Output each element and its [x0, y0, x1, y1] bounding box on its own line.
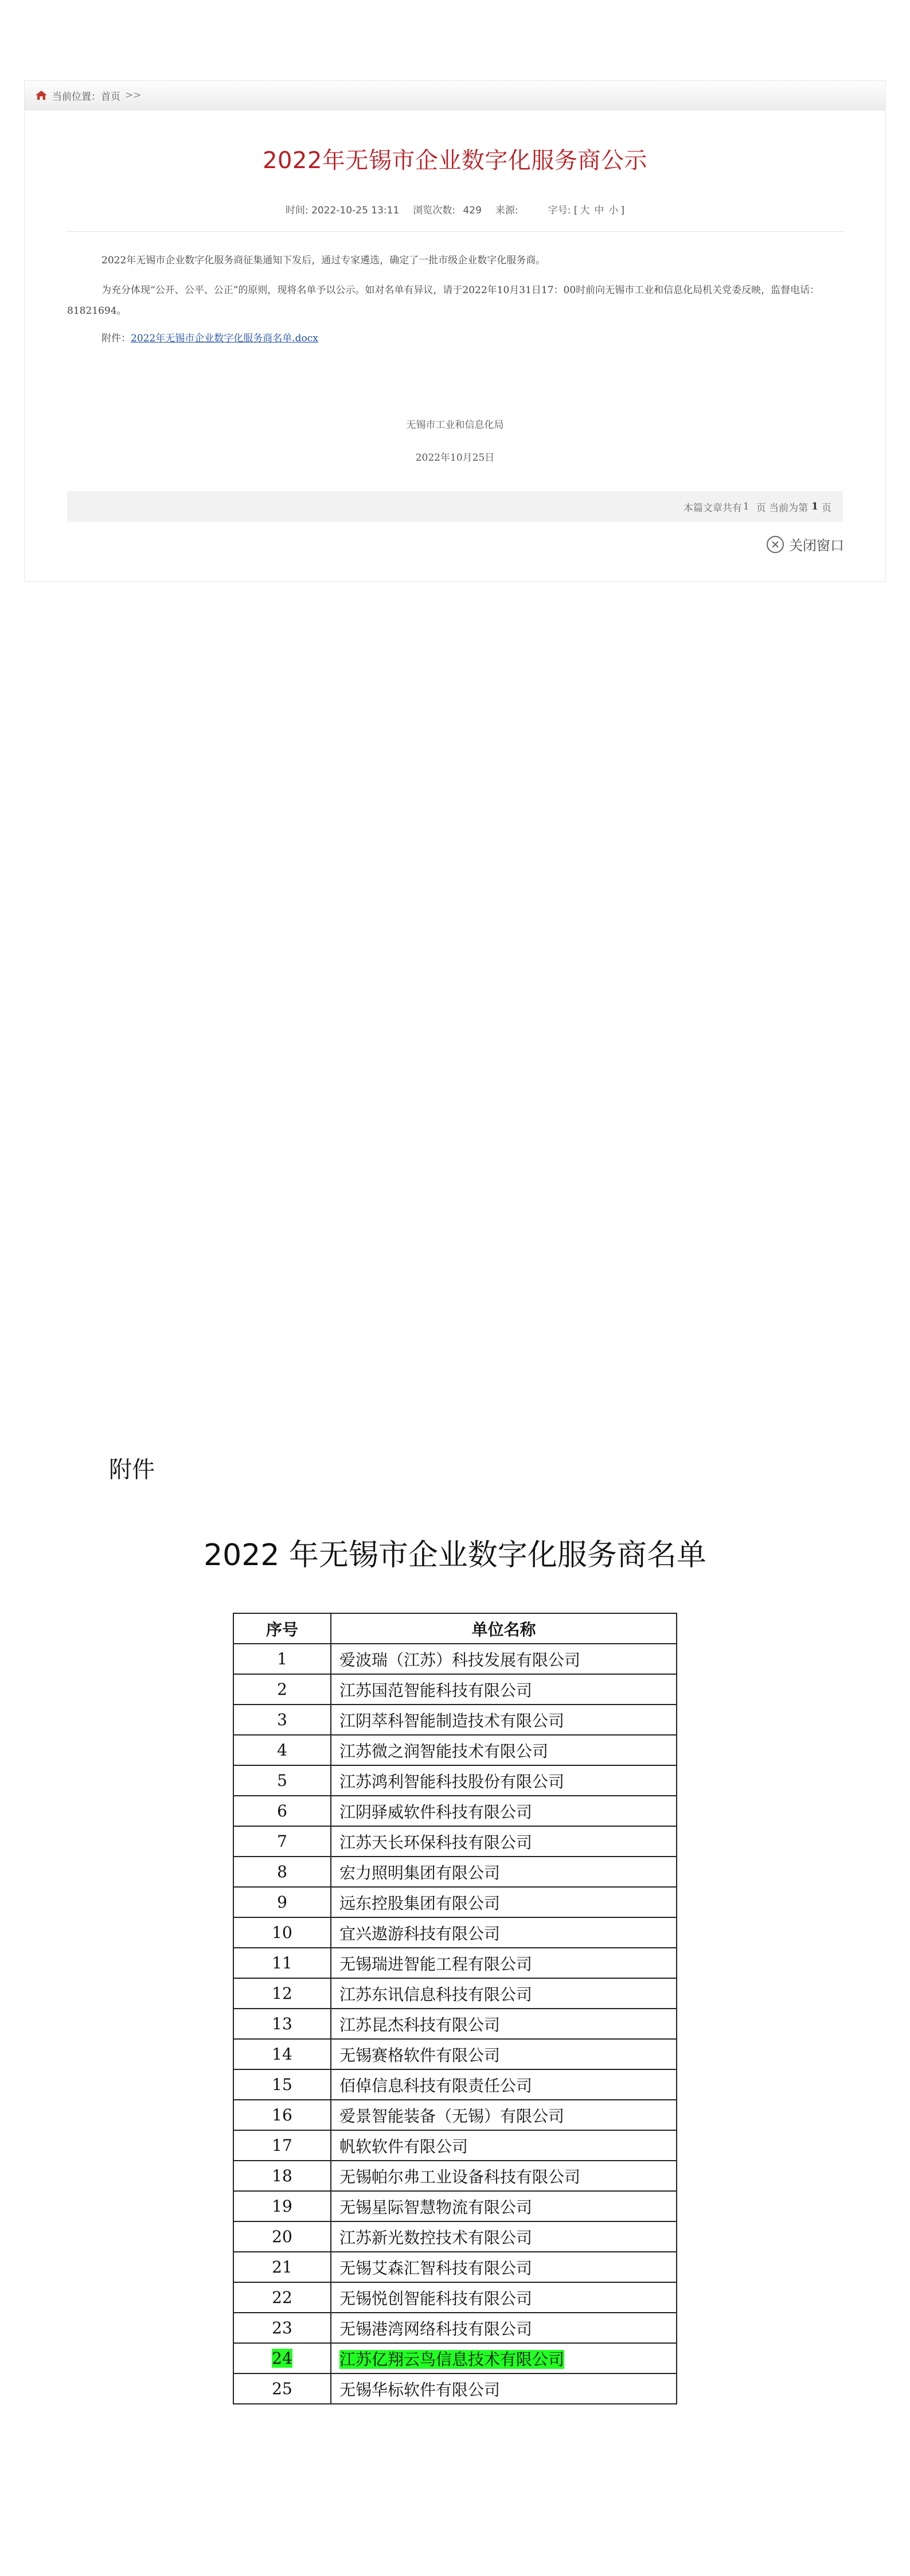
row-number — [233, 2130, 331, 2161]
meta-time — [286, 205, 399, 216]
breadcrumb — [25, 81, 885, 110]
row-number-text: 22 — [272, 2288, 292, 2307]
row-number — [233, 2191, 331, 2221]
notice-panel — [24, 80, 886, 582]
home-icon — [35, 90, 48, 100]
font-size-switcher — [548, 205, 624, 216]
company-name-text: 帆软软件有限公司 — [339, 2137, 468, 2156]
body-paragraph-1: 2022年无锡市企业数字化服务商征集通知下发后，通过专家遴选，确定了一批市级企业数字化服务商。 — [101, 255, 546, 266]
table-row — [233, 2221, 677, 2252]
table-row — [233, 2282, 677, 2313]
row-number — [233, 2069, 331, 2100]
font-size-large-link[interactable]: 大 — [580, 205, 590, 216]
company-name-text: 无锡帕尔弗工业设备科技有限公司 — [339, 2167, 581, 2186]
column-header-name: 单位名称 — [331, 1613, 677, 1644]
row-number-text: 2 — [277, 1680, 287, 1699]
row-number-text: 1 — [277, 1649, 287, 1668]
row-number-text: 6 — [277, 1801, 287, 1820]
document-title: 2022 年无锡市企业数字化服务商名单 — [204, 1538, 706, 1573]
row-number-text: 12 — [272, 1984, 292, 2003]
meta-views-value: 429 — [463, 205, 482, 216]
company-name — [331, 1705, 677, 1735]
row-number — [233, 1705, 331, 1735]
company-name-text: 江苏亿翔云鸟信息技术有限公司 — [339, 2349, 565, 2369]
row-number — [233, 1796, 331, 1826]
attachment-label: 附件： — [101, 333, 131, 344]
table-row — [233, 1674, 677, 1705]
row-number-text: 25 — [272, 2379, 292, 2398]
table-row — [233, 2039, 677, 2069]
company-name-text: 宜兴遨游科技有限公司 — [339, 1924, 501, 1943]
table-body — [233, 1644, 677, 2404]
company-name-text: 无锡星际智慧物流有限公司 — [339, 2197, 533, 2217]
row-number — [233, 2221, 331, 2252]
company-name — [331, 2130, 677, 2161]
meta-views-label: 浏览次数: — [413, 205, 456, 216]
row-number — [233, 1978, 331, 2009]
row-number-text: 11 — [272, 1954, 292, 1972]
attachment-line — [67, 328, 847, 349]
row-number-text: 8 — [277, 1862, 287, 1881]
row-number — [233, 1887, 331, 1917]
meta-time-value: 2022-10-25 13:11 — [311, 205, 400, 216]
company-name-text: 江苏天长环保科技有限公司 — [339, 1832, 533, 1852]
company-name-text: 无锡华标软件有限公司 — [339, 2380, 501, 2399]
close-window-label: 关闭窗口 — [789, 538, 844, 554]
table-row — [233, 2343, 677, 2373]
company-name — [331, 2221, 677, 2252]
table-row — [233, 2161, 677, 2191]
column-header-no: 序号 — [233, 1613, 331, 1644]
company-name — [331, 1796, 677, 1826]
table-row — [233, 2191, 677, 2221]
table-row — [233, 1948, 677, 1978]
row-number — [233, 2343, 331, 2373]
row-number-text: 21 — [272, 2258, 292, 2277]
table-row — [233, 1887, 677, 1917]
table-row — [233, 2252, 677, 2282]
company-name — [331, 1887, 677, 1917]
row-number — [233, 1948, 331, 1978]
company-name-text: 江阴萃科智能制造技术有限公司 — [339, 1711, 565, 1730]
table-row — [233, 1796, 677, 1826]
font-size-small-link[interactable]: 小 — [608, 205, 619, 216]
table-row — [233, 1735, 677, 1765]
meta-source-label: 来源: — [495, 205, 518, 216]
signature-org: 无锡市工业和信息化局 — [406, 419, 504, 431]
row-number — [233, 1826, 331, 1857]
company-name — [331, 1948, 677, 1978]
table-row — [233, 2100, 677, 2130]
company-name-text: 无锡艾森汇智科技有限公司 — [339, 2258, 533, 2278]
table-row — [233, 1705, 677, 1735]
company-name — [331, 1674, 677, 1705]
company-name-text: 江苏新光数控技术有限公司 — [339, 2228, 533, 2247]
meta-views — [413, 205, 482, 216]
row-number-text: 15 — [272, 2075, 292, 2094]
company-name-text: 无锡港湾网络科技有限公司 — [339, 2319, 533, 2338]
table-row — [233, 1917, 677, 1948]
company-name — [331, 1857, 677, 1887]
row-number — [233, 2039, 331, 2069]
company-name — [331, 1765, 677, 1796]
row-number — [233, 2161, 331, 2191]
table-row — [233, 1644, 677, 1674]
row-number — [233, 1857, 331, 1887]
company-name — [331, 2313, 677, 2343]
company-name-text: 江苏微之润智能技术有限公司 — [339, 1741, 549, 1761]
attachment-link[interactable]: 2022年无锡市企业数字化服务商名单.docx — [131, 333, 318, 344]
table-header-row — [233, 1613, 677, 1644]
company-name — [331, 1644, 677, 1674]
close-circle-icon — [766, 535, 784, 554]
company-name — [331, 2373, 677, 2404]
company-name — [331, 2282, 677, 2313]
row-number-text: 5 — [277, 1771, 287, 1790]
row-number-text: 13 — [272, 2014, 292, 2033]
table-row — [233, 2373, 677, 2404]
row-number — [233, 2282, 331, 2313]
row-number — [233, 1674, 331, 1705]
company-name-text: 远东控股集团有限公司 — [339, 1893, 501, 1913]
breadcrumb-home-link[interactable]: 首页 — [101, 91, 120, 103]
pager-bar — [67, 491, 843, 522]
row-number — [233, 2009, 331, 2039]
font-size-bracket-close: ] — [620, 205, 625, 216]
row-number — [233, 1735, 331, 1765]
company-name — [331, 2069, 677, 2100]
font-size-medium-link[interactable]: 中 — [594, 205, 604, 216]
row-number — [233, 1765, 331, 1796]
company-name-text: 爱波瑞（江苏）科技发展有限公司 — [339, 1650, 581, 1670]
table-row — [233, 2313, 677, 2343]
close-window-button[interactable] — [766, 534, 844, 554]
company-name — [331, 1826, 677, 1857]
meta-source — [495, 205, 518, 216]
company-name — [331, 2343, 677, 2373]
meta-time-label: 时间: — [285, 205, 308, 216]
row-number-text: 10 — [272, 1923, 292, 1942]
divider — [66, 231, 844, 232]
company-name — [331, 2100, 677, 2130]
company-name-text: 爱景智能装备（无锡）有限公司 — [339, 2106, 565, 2126]
row-number — [233, 2100, 331, 2130]
signature-date: 2022年10月25日 — [415, 452, 495, 464]
company-name — [331, 1917, 677, 1948]
company-name — [331, 2009, 677, 2039]
pager-current: 1 — [811, 501, 818, 512]
company-name-text: 宏力照明集团有限公司 — [339, 1863, 501, 1882]
row-number-text: 23 — [272, 2318, 292, 2337]
pager-text-post: 页 — [822, 502, 831, 514]
company-name — [331, 2191, 677, 2221]
company-name — [331, 2161, 677, 2191]
breadcrumb-prefix: 当前位置： — [52, 91, 101, 103]
row-number-text: 7 — [277, 1832, 287, 1851]
row-number-text: 17 — [272, 2136, 292, 2155]
row-number — [233, 2373, 331, 2404]
company-name-text: 江苏鸿利智能科技股份有限公司 — [339, 1772, 565, 1791]
table-row — [233, 2069, 677, 2100]
table-row — [233, 1978, 677, 2009]
company-name-text: 江苏东讯信息科技有限公司 — [339, 1984, 533, 2004]
company-name-text: 江苏昆杰科技有限公司 — [339, 2015, 501, 2034]
row-number — [233, 1644, 331, 1674]
company-name-text: 无锡赛格软件有限公司 — [339, 2045, 501, 2065]
attachment-heading: 附件 — [109, 1457, 155, 1483]
row-number — [233, 2252, 331, 2282]
font-size-bracket-open: [ — [573, 205, 578, 216]
company-name-text: 无锡瑞进智能工程有限公司 — [339, 1954, 533, 1974]
row-number-text: 20 — [272, 2227, 292, 2246]
body-paragraph-2: 为充分体现“公开、公平、公正”的原则，现将名单予以公示。如对名单有异议，请于2022年10月31日17：00时前向无锡市工业和信息化局机关党委反映，监督电话：81821694。 — [67, 285, 820, 317]
table-row — [233, 1765, 677, 1796]
company-name — [331, 1735, 677, 1765]
row-number-text: 24 — [272, 2349, 292, 2368]
row-number-text: 16 — [272, 2106, 292, 2124]
page-title: 2022年无锡市企业数字化服务商公示 — [263, 147, 647, 174]
pager-text-mid: 页 当前为第 — [756, 502, 809, 514]
row-number-text: 4 — [277, 1741, 287, 1760]
table-row — [233, 1826, 677, 1857]
row-number-text: 14 — [272, 2045, 292, 2064]
row-number — [233, 1917, 331, 1948]
table-row — [233, 2009, 677, 2039]
company-name — [331, 2252, 677, 2282]
row-number-text: 3 — [277, 1710, 287, 1729]
breadcrumb-separator: >> — [125, 90, 142, 101]
company-name — [331, 2039, 677, 2069]
font-size-label: 字号: — [548, 205, 571, 216]
company-list-table — [233, 1613, 677, 2404]
row-number-text: 9 — [277, 1893, 287, 1912]
company-name-text: 无锡悦创智能科技有限公司 — [339, 2289, 533, 2308]
table-row — [233, 2130, 677, 2161]
company-name-text: 江苏国范智能科技有限公司 — [339, 1680, 533, 1700]
company-name-text: 江阴驿威软件科技有限公司 — [339, 1802, 533, 1822]
pager-total: 1 — [743, 501, 749, 512]
row-number-text: 19 — [272, 2197, 292, 2216]
pager-text-pre: 本篇文章共有 — [683, 502, 742, 514]
company-name-text: 佰倬信息科技有限责任公司 — [339, 2076, 533, 2095]
company-name — [331, 1978, 677, 2009]
row-number — [233, 2313, 331, 2343]
row-number-text: 18 — [272, 2166, 292, 2185]
article-meta — [25, 202, 885, 216]
table-row — [233, 1857, 677, 1887]
